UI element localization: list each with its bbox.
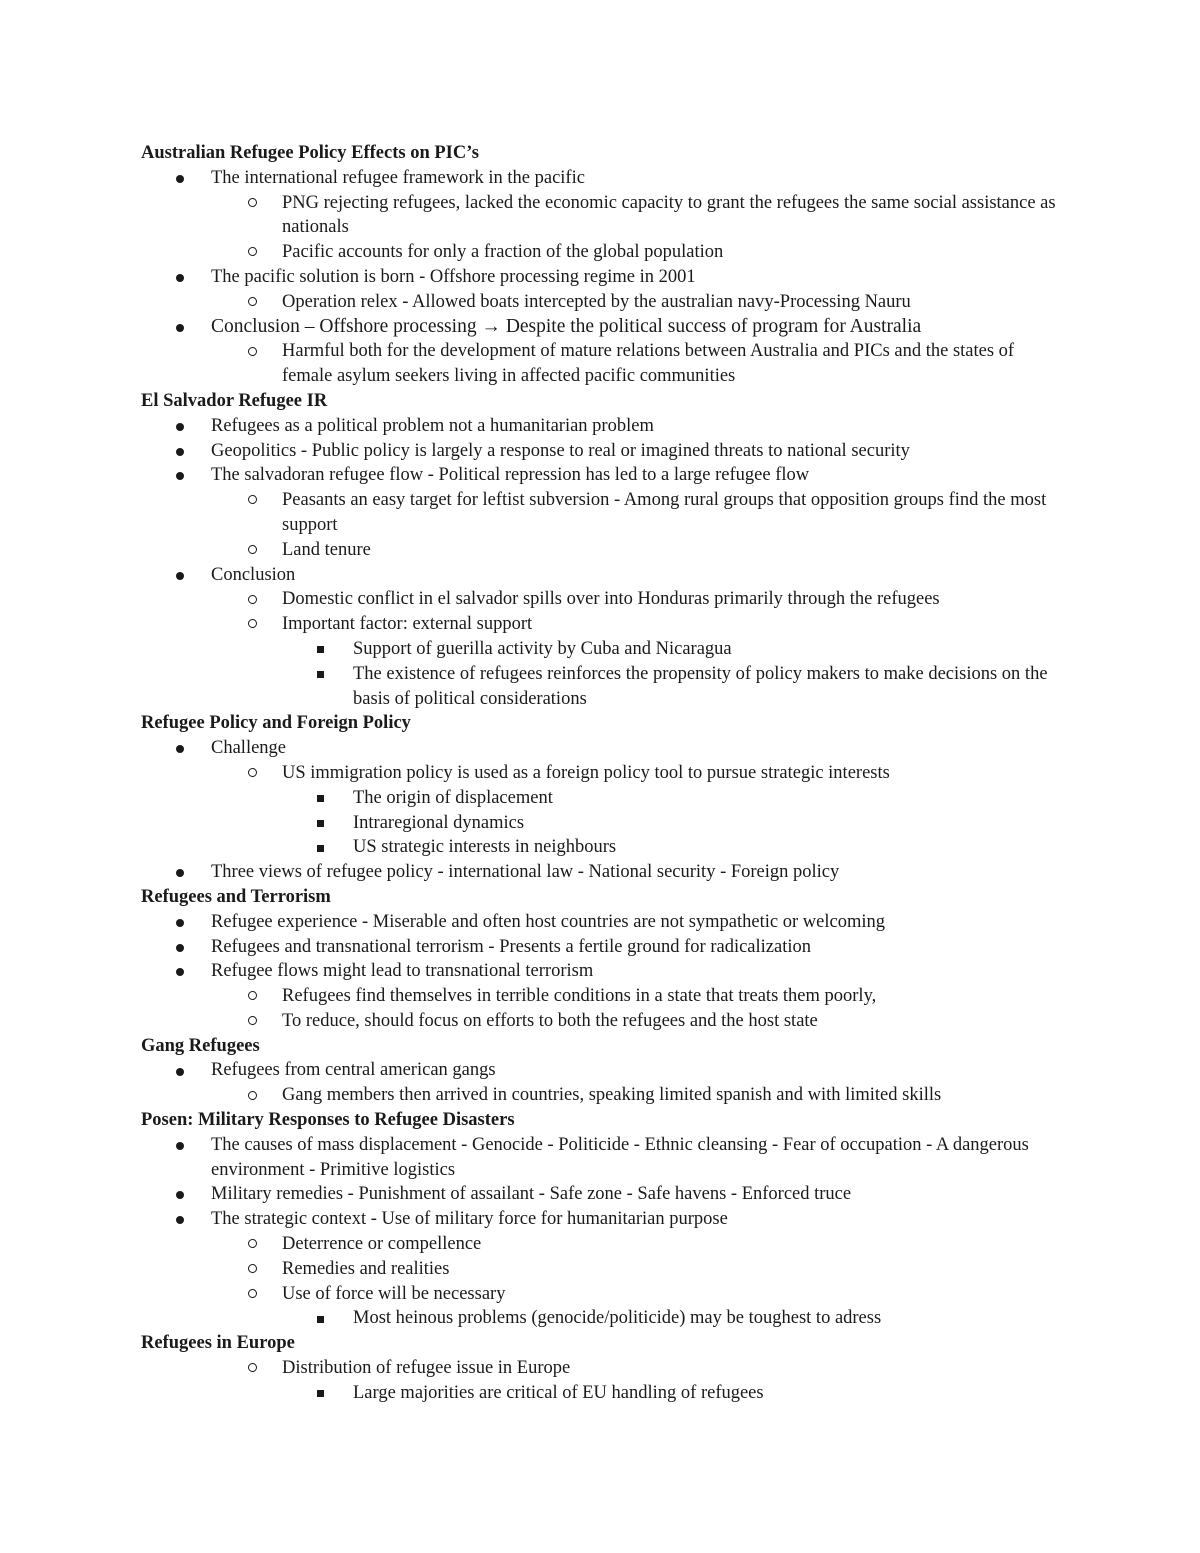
- bullet-mark: [248, 1016, 257, 1025]
- list-item: [141, 1083, 1061, 1108]
- list-item-text: Refugees as a political problem not a humanitarian problem: [211, 415, 654, 436]
- list-item-text: Distribution of refugee issue in Europe: [282, 1358, 571, 1379]
- list-item: [141, 1232, 1061, 1257]
- list-item: [141, 835, 1061, 860]
- bullet-mark: [248, 1363, 257, 1372]
- list-item: [141, 1257, 1061, 1282]
- filled-circle-bullet-icon: [176, 166, 184, 191]
- list-item: [141, 191, 1061, 241]
- list-item: [141, 761, 1061, 786]
- list-item: [141, 1306, 1061, 1331]
- square-bullet-icon: [317, 811, 324, 836]
- list-item-text: The origin of displacement: [353, 787, 553, 808]
- list-item-text: Military remedies - Punishment of assailant - Safe zone - Safe havens - Enforced truce: [211, 1184, 852, 1205]
- list-item-text: Refugees find themselves in terrible conditions in a state that treats them poorly,: [282, 986, 877, 1007]
- list-item-text: The strategic context - Use of military force for humanitarian purpose: [211, 1209, 728, 1230]
- list-item: [141, 587, 1061, 612]
- bullet-mark: [176, 274, 184, 282]
- hollow-circle-bullet-icon: [248, 488, 257, 513]
- bullet-mark: [317, 1390, 324, 1397]
- list-item: [141, 637, 1061, 662]
- hollow-circle-bullet-icon: [248, 1356, 257, 1381]
- hollow-circle-bullet-icon: [248, 1257, 257, 1282]
- hollow-circle-bullet-icon: [248, 984, 257, 1009]
- list-item-text: Pacific accounts for only a fraction of the global population: [282, 242, 724, 263]
- bullet-mark: [176, 175, 184, 183]
- bullet-mark: [176, 448, 184, 456]
- square-bullet-icon: [317, 835, 324, 860]
- bullet-mark: [176, 572, 184, 580]
- list-item: [141, 315, 1061, 340]
- section-heading: Posen: Military Responses to Refugee Disasters: [141, 1110, 515, 1131]
- filled-circle-bullet-icon: [176, 315, 184, 340]
- list-item-text: Remedies and realities: [282, 1258, 450, 1279]
- hollow-circle-bullet-icon: [248, 1009, 257, 1034]
- section-heading: Refugees in Europe: [141, 1333, 295, 1354]
- list-item: [141, 1182, 1061, 1207]
- list-item-text: Peasants an easy target for leftist subversion - Among rural groups that opposition groups find the most support: [282, 490, 1047, 535]
- section-heading: Refugees and Terrorism: [141, 886, 331, 907]
- hollow-circle-bullet-icon: [248, 538, 257, 563]
- square-bullet-icon: [317, 1306, 324, 1331]
- bullet-mark: [248, 247, 257, 256]
- bullet-mark: [317, 1316, 324, 1323]
- square-bullet-icon: [317, 1381, 324, 1406]
- list-item-text: Important factor: external support: [282, 614, 533, 635]
- list-item: [141, 563, 1061, 588]
- filled-circle-bullet-icon: [176, 439, 184, 464]
- hollow-circle-bullet-icon: [248, 612, 257, 637]
- bullet-mark: [176, 919, 184, 927]
- list-item-text: The international refugee framework in the pacific: [211, 167, 585, 188]
- list-item: [141, 736, 1061, 761]
- filled-circle-bullet-icon: [176, 563, 184, 588]
- notes-content: [141, 141, 1061, 1406]
- bullet-mark: [248, 991, 257, 1000]
- hollow-circle-bullet-icon: [248, 1083, 257, 1108]
- bullet-mark: [248, 1239, 257, 1248]
- filled-circle-bullet-icon: [176, 736, 184, 761]
- list-item-text: US immigration policy is used as a foreign policy tool to pursue strategic interests: [282, 762, 890, 783]
- list-item-text: Deterrence or compellence: [282, 1234, 482, 1255]
- bullet-mark: [248, 198, 257, 207]
- filled-circle-bullet-icon: [176, 910, 184, 935]
- list-item-text: The causes of mass displacement - Genocide - Politicide - Ethnic cleansing - Fear of occupation - A dangerous environment - Primitive logistics: [211, 1134, 1029, 1180]
- list-item: [141, 1282, 1061, 1307]
- filled-circle-bullet-icon: [176, 265, 184, 290]
- filled-circle-bullet-icon: [176, 860, 184, 885]
- list-item: [141, 463, 1061, 488]
- list-item-text: Geopolitics - Public policy is largely a response to real or imagined threats to national security: [211, 440, 910, 461]
- list-item-text: Conclusion: [211, 564, 296, 585]
- bullet-mark: [176, 1191, 184, 1199]
- hollow-circle-bullet-icon: [248, 191, 257, 216]
- list-item: [141, 166, 1061, 191]
- list-item: [141, 538, 1061, 563]
- square-bullet-icon: [317, 637, 324, 662]
- filled-circle-bullet-icon: [176, 1133, 184, 1158]
- hollow-circle-bullet-icon: [248, 761, 257, 786]
- list-item-text: Operation relex - Allowed boats intercepted by the australian navy-Processing Nauru: [282, 291, 911, 312]
- bullet-mark: [248, 545, 257, 554]
- list-item: [141, 240, 1061, 265]
- list-item-text: US strategic interests in neighbours: [353, 837, 617, 858]
- list-item-text: Refugees from central american gangs: [211, 1060, 496, 1081]
- bullet-mark: [176, 745, 184, 753]
- hollow-circle-bullet-icon: [248, 339, 257, 364]
- list-item: [141, 1381, 1061, 1406]
- bullet-mark: [176, 1142, 184, 1150]
- list-item: [141, 935, 1061, 960]
- bullet-mark: [176, 324, 184, 332]
- list-item: [141, 1133, 1061, 1183]
- bullet-mark: [176, 472, 184, 480]
- hollow-circle-bullet-icon: [248, 240, 257, 265]
- list-item: [141, 1009, 1061, 1034]
- hollow-circle-bullet-icon: [248, 1282, 257, 1307]
- section-heading: Refugee Policy and Foreign Policy: [141, 713, 411, 734]
- list-item-text: Challenge: [211, 738, 287, 759]
- list-item-text: Refugee experience - Miserable and often host countries are not sympathetic or welcoming: [211, 911, 885, 932]
- list-item-text: The pacific solution is born - Offshore processing regime in 2001: [211, 266, 696, 287]
- section-heading: El Salvador Refugee IR: [141, 390, 328, 411]
- hollow-circle-bullet-icon: [248, 1232, 257, 1257]
- bullet-mark: [248, 1091, 257, 1100]
- bullet-mark: [176, 968, 184, 976]
- list-item: [141, 910, 1061, 935]
- list-item-text: Support of guerilla activity by Cuba and Nicaragua: [353, 638, 732, 659]
- list-item-text: Harmful both for the development of mature relations between Australia and PICs and the states of female asylum seekers living in affected pacific communities: [282, 341, 1015, 387]
- bullet-mark: [248, 619, 257, 628]
- filled-circle-bullet-icon: [176, 935, 184, 960]
- bullet-mark: [176, 423, 184, 431]
- bullet-mark: [176, 869, 184, 877]
- filled-circle-bullet-icon: [176, 1058, 184, 1083]
- list-item-text: Large majorities are critical of EU handling of refugees: [353, 1382, 764, 1403]
- bullet-mark: [176, 944, 184, 952]
- list-item-text: Most heinous problems (genocide/politicide) may be toughest to adress: [353, 1308, 882, 1329]
- list-item-text: Refugees and transnational terrorism - Presents a fertile ground for radicalization: [211, 936, 812, 957]
- section-heading: Australian Refugee Policy Effects on PIC’s: [141, 143, 479, 163]
- filled-circle-bullet-icon: [176, 414, 184, 439]
- square-bullet-icon: [317, 662, 324, 687]
- list-item-text: Use of force will be necessary: [282, 1283, 506, 1304]
- list-item: [141, 339, 1061, 389]
- list-item-text: Refugee flows might lead to transnational terrorism: [211, 961, 594, 982]
- filled-circle-bullet-icon: [176, 1182, 184, 1207]
- filled-circle-bullet-icon: [176, 959, 184, 984]
- bullet-mark: [248, 1264, 257, 1273]
- list-item: [141, 1058, 1061, 1083]
- filled-circle-bullet-icon: [176, 463, 184, 488]
- list-item-text: The existence of refugees reinforces the propensity of policy makers to make decisions on the basis of political considerations: [353, 663, 1048, 709]
- list-item-text: Domestic conflict in el salvador spills over into Honduras primarily through the refugees: [282, 589, 940, 610]
- list-item-text: The salvadoran refugee flow - Political repression has led to a large refugee flow: [211, 465, 810, 486]
- hollow-circle-bullet-icon: [248, 587, 257, 612]
- list-item: [141, 662, 1061, 712]
- bullet-mark: [176, 1216, 184, 1224]
- list-item: [141, 860, 1061, 885]
- bullet-mark: [248, 297, 257, 306]
- list-item: [141, 984, 1061, 1009]
- bullet-mark: [317, 795, 324, 802]
- hollow-circle-bullet-icon: [248, 290, 257, 315]
- list-item: [141, 1207, 1061, 1232]
- list-item-text: PNG rejecting refugees, lacked the economic capacity to grant the refugees the same social assistance as nationals: [282, 192, 1056, 238]
- section-heading: Gang Refugees: [141, 1035, 260, 1056]
- list-item: [141, 786, 1061, 811]
- list-item-text: Gang members then arrived in countries, speaking limited spanish and with limited skills: [282, 1085, 942, 1106]
- list-item: [141, 959, 1061, 984]
- bullet-mark: [317, 646, 324, 653]
- list-item: [141, 414, 1061, 439]
- bullet-mark: [248, 595, 257, 604]
- list-item: [141, 1356, 1061, 1381]
- bullet-mark: [317, 820, 324, 827]
- list-item-text: To reduce, should focus on efforts to both the refugees and the host state: [282, 1010, 818, 1031]
- list-item: [141, 612, 1061, 637]
- list-item-text: Intraregional dynamics: [353, 812, 525, 833]
- filled-circle-bullet-icon: [176, 1207, 184, 1232]
- list-item: [141, 290, 1061, 315]
- bullet-mark: [248, 1289, 257, 1298]
- list-item-text: Three views of refugee policy - international law - National security - Foreign policy: [211, 862, 840, 883]
- bullet-mark: [248, 347, 257, 356]
- list-item: [141, 265, 1061, 290]
- bullet-mark: [176, 1068, 184, 1076]
- list-item: [141, 439, 1061, 464]
- list-item-text: Conclusion – Offshore processing → Despite the political success of program for Australia: [211, 315, 922, 337]
- bullet-mark: [317, 671, 324, 678]
- list-item-text: Land tenure: [282, 539, 371, 560]
- list-item: [141, 811, 1061, 836]
- list-item: [141, 488, 1061, 538]
- bullet-mark: [248, 495, 257, 504]
- bullet-mark: [248, 768, 257, 777]
- bullet-mark: [317, 845, 324, 852]
- square-bullet-icon: [317, 786, 324, 811]
